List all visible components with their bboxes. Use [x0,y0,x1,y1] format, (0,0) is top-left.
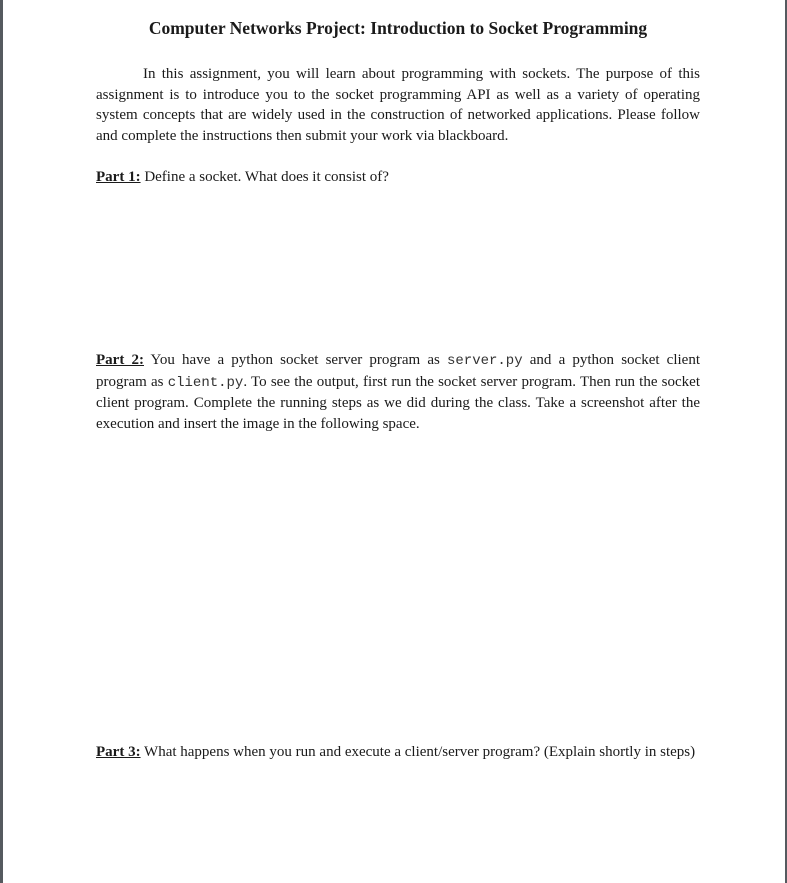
part2-label: Part 2: [96,352,144,368]
client-filename: client.py [167,374,244,391]
part1-text: Define a socket. What does it consist of? [140,169,389,185]
part1-question [96,167,700,188]
part2-text-c: . To see the output, first run the socket server program. Then run the socket client program. Complete the running steps as we did during the class. Take a screenshot after the execution and insert the image in the following space. [96,373,701,432]
server-filename: server.py [447,353,523,369]
part3-label: Part 3: [96,744,141,760]
part3-question [96,742,700,763]
part2-text-a: You have a python socket server program as [143,352,447,368]
document-title: Computer Networks Project: Introduction to Socket Programming [148,18,648,38]
intro-paragraph: In this assignment, you will learn about programming with sockets. The purpose of this assignment is to introduce you to the socket programming API as well as a variety of operating system concepts that are widely used in the construction of networked applications. Please follow and complete the instructions then submit your work via blackboard. [96,66,700,144]
viewer-left-edge [0,0,3,883]
part3-text: What happens when you run and execute a client/server program? (Explain shortly in steps) [140,744,696,760]
part2-question [96,350,700,434]
part2-text-b: and a python socket client program as [96,352,700,390]
part1-label: Part 1: [96,169,141,185]
